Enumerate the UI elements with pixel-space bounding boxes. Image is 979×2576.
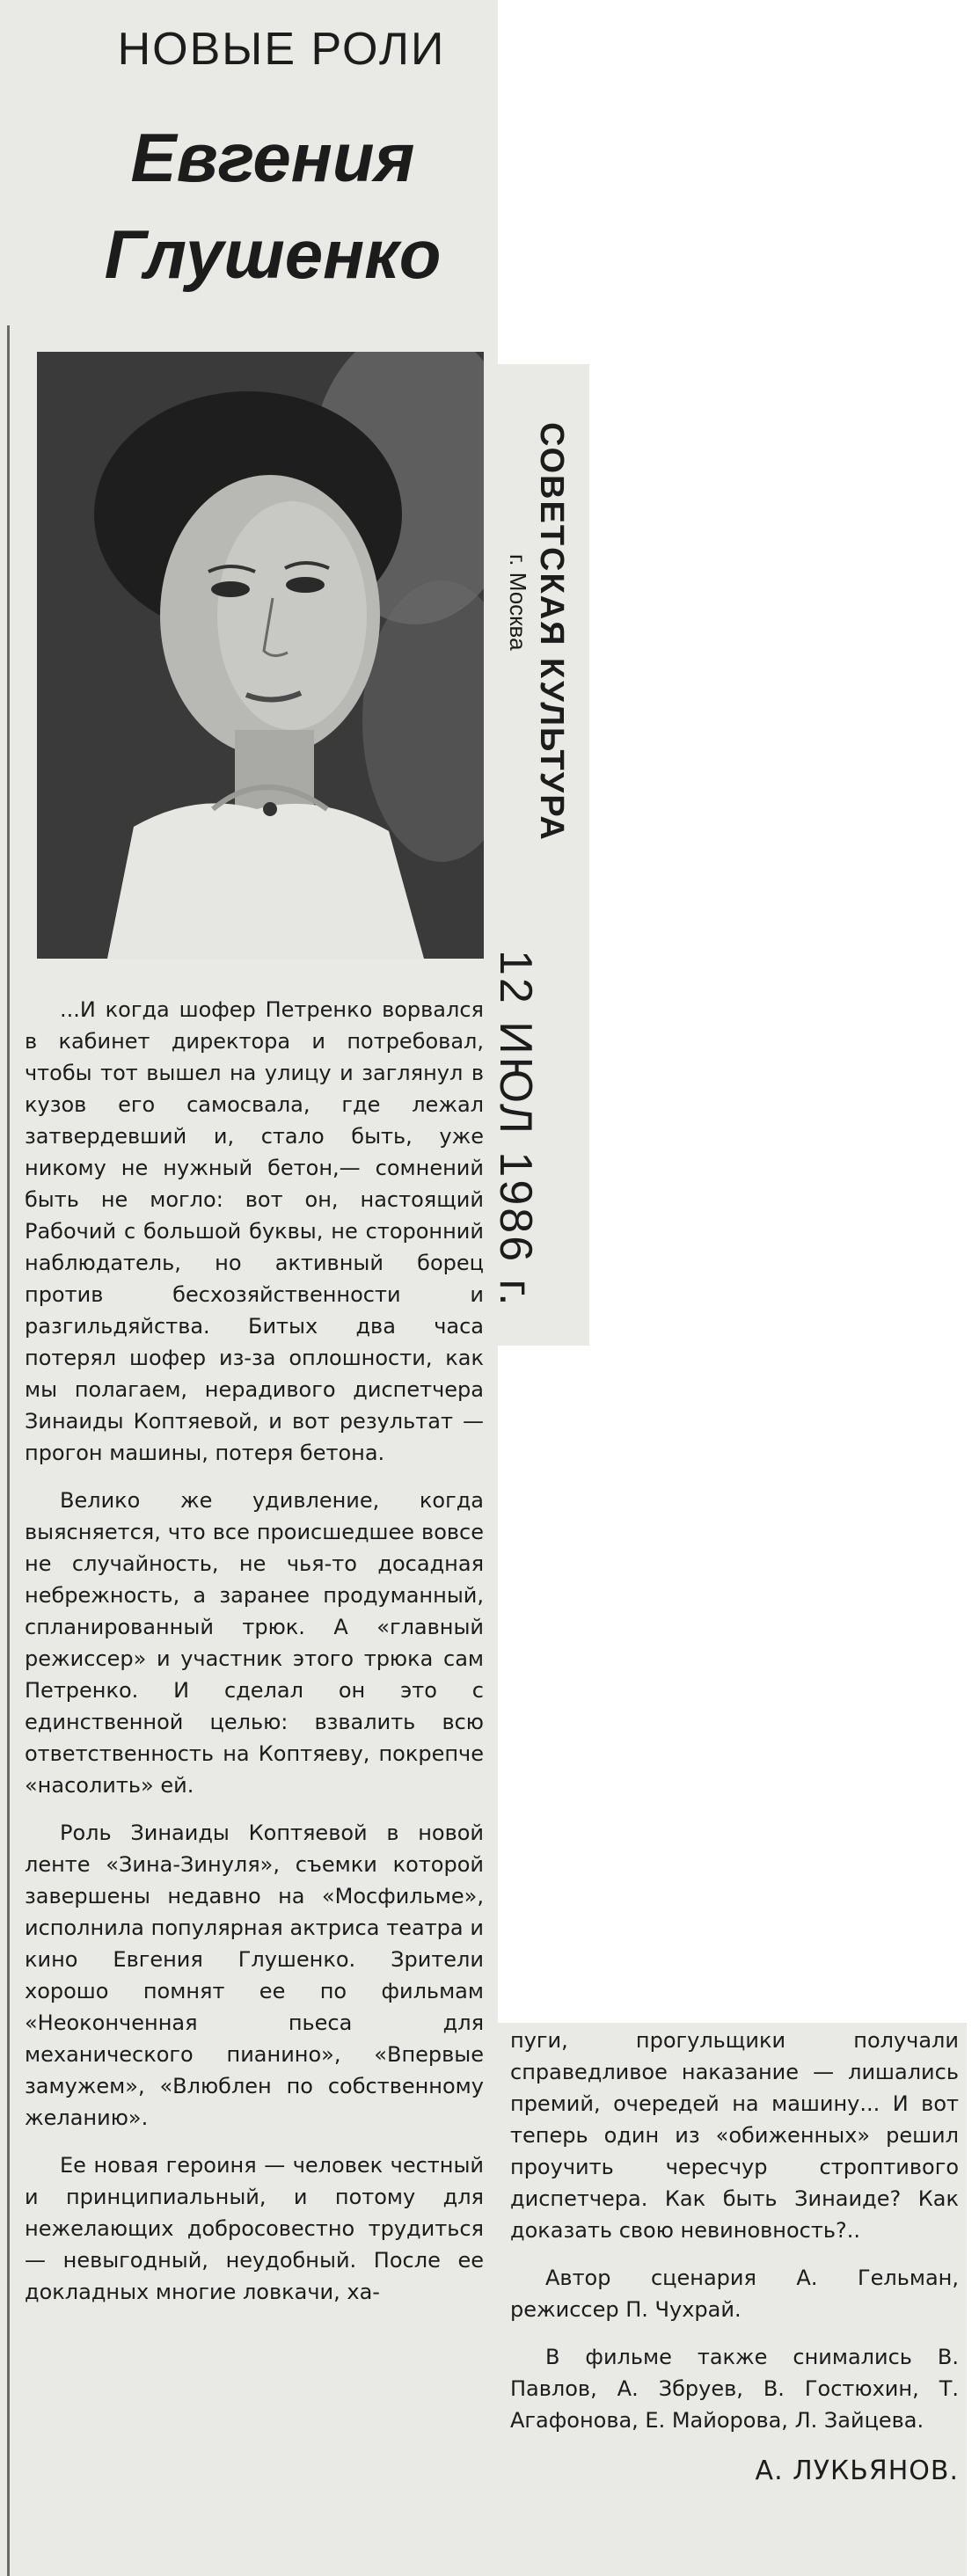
- stamp-city: г. Москва: [505, 554, 531, 651]
- newspaper-date-stamp: [490, 422, 588, 1354]
- article-column-left: [25, 994, 484, 2324]
- article-credits: Автор сценария А. Гельман, режиссер П. Чухрай.: [510, 2266, 959, 2322]
- article-author-signature: А. ЛУКЬЯНОВ.: [755, 2456, 959, 2486]
- portrait-illustration: [37, 352, 484, 959]
- article-paragraph: Роль Зинаиды Коптяевой в новой ленте «Зина-Зинуля», съемки которой завершены недавно на «Мосфильме», исполнила популярная актриса театра и кино Евгения Глушенко. Зрители хорошо помнят ее по фильмам «Неоконченная пьеса для механического пианино», «Впервые замужем», «Влюблен по собственному желанию».: [25, 1821, 484, 2130]
- article-paragraph: пуги, прогульщики получали справедливое наказание — лишались премий, очередей на машину... И вот теперь один из «обиженных» решил проучить чересчур строптивого диспетчера. Как быть Зинаиде? Как доказать свою невиновность?..: [510, 2028, 959, 2243]
- article-paragraph: ...И когда шофер Петренко ворвался в кабинет директора и потребовал, чтобы тот вышел на улицу и заглянул в кузов его самосвала, где лежал затвердевший и, стало быть, уже никому не нужный бетон,— сомнений быть не могло: вот он, настоящий Рабочий с большой буквы, не сторонний наблюдатель, но активный борец против бесхозяйственности и разгильдяйства. Битых два часа потерял шофер из-за оплошности, как мы полагаем, нерадивого диспетчера Зинаиды Коптяевой, и вот результат — прогон машины, потеря бетона.: [25, 997, 484, 1465]
- article-paragraph: Ее новая героиня — человек честный и принципиальный, и потому для нежелающих добросовестно трудиться — невыгодный, неудобный. После ее докладных многие ловкачи, ха-: [25, 2153, 484, 2304]
- column-rule: [7, 325, 10, 2576]
- section-kicker: НОВЫЕ РОЛИ: [117, 24, 446, 75]
- stamp-paper-title: СОВЕТСКАЯ КУЛЬТУРА: [533, 422, 570, 842]
- stamp-date: 12 ИЮЛ 1986 г.: [490, 950, 541, 1309]
- headline-last-name: Глушенко: [104, 215, 442, 293]
- article-column-right: [510, 2025, 959, 2503]
- actress-portrait-photo: [37, 352, 484, 959]
- headline-first-name: Евгения: [130, 119, 415, 196]
- article-paragraph: Велико же удивление, когда выясняется, что все происшедшее вовсе не случайность, не чья-то досадная небрежность, а заранее продуманный, спланированный трюк. А «главный режиссер» и участник этого трюка сам Петренко. И сделал он это с единственной целью: взвалить всю ответственность на Коптяеву, покрепче «насолить» ей.: [25, 1488, 484, 1798]
- article-cast: В фильме также снимались В. Павлов, А. Збруев, В. Гостюхин, Т. Агафонова, Е. Майорова, Л. Зайцева.: [510, 2345, 959, 2433]
